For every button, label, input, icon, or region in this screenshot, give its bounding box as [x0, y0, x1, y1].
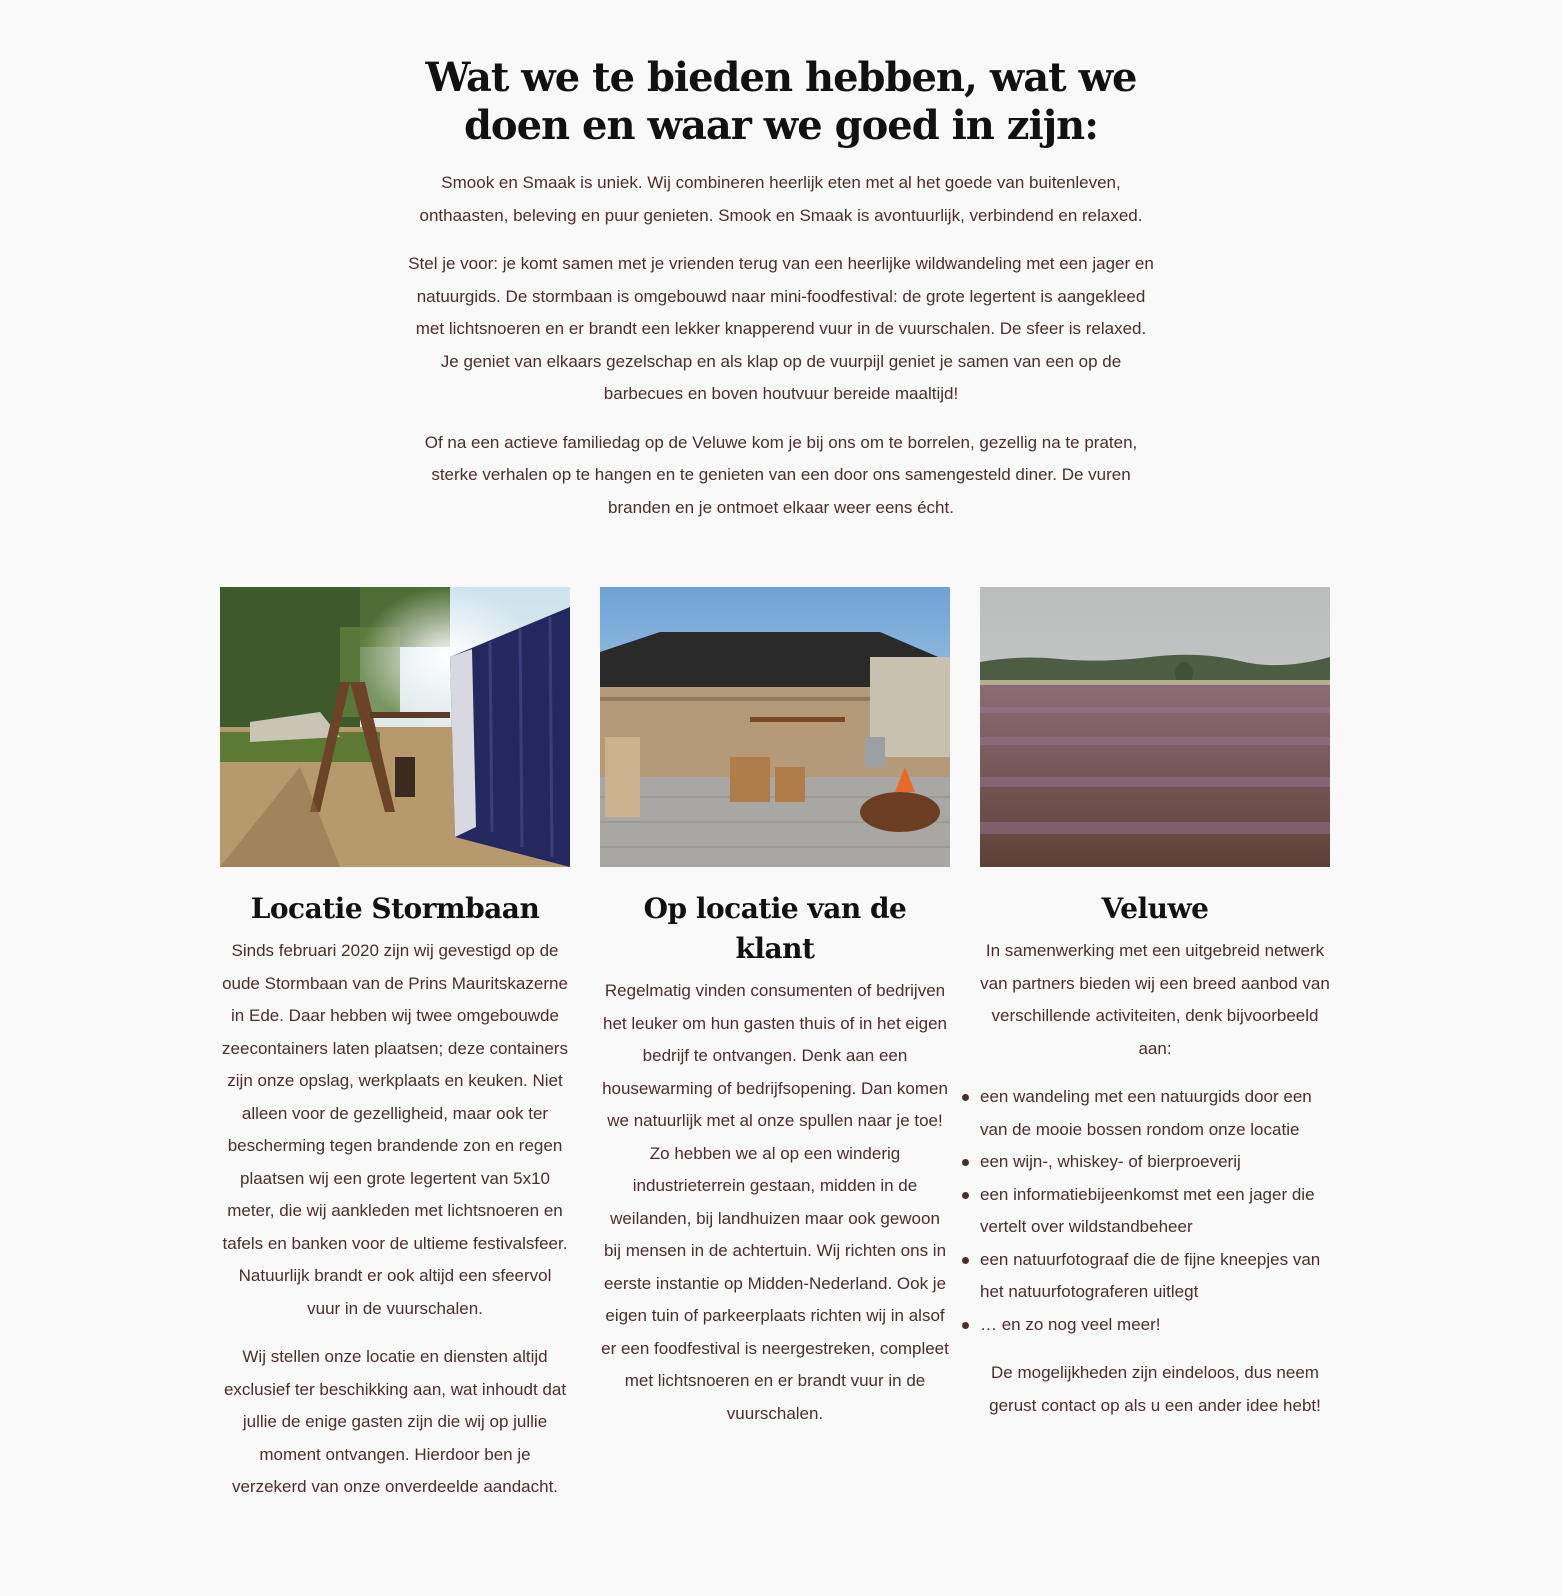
bullet-icon: [962, 1192, 969, 1199]
intro-paragraph: Smook en Smaak is uniek. Wij combineren heerlijk eten met al het goede van buitenleven, onthaasten, beleving en puur genieten. Smook en Smaak is avontuurlijk, verbindend en relaxed.: [419, 173, 1143, 225]
column-paragraph: De mogelijkheden zijn eindeloos, dus neem gerust contact op als u een ander idee hebt!: [989, 1363, 1321, 1415]
op-locatie-photo: [600, 587, 950, 867]
list-item: een wijn-, whiskey- of bierproeverij: [980, 1146, 1330, 1179]
column-paragraph: Regelmatig vinden consumenten of bedrijven het leuker om hun gasten thuis of in het eigen bedrijf te ontvangen. Denk aan een housewarming of bedrijfsopening. Dan komen we natuurlijk met al onze spullen naar je toe! Zo hebben we al op een winderig industrieterrein gestaan, midden in de weilanden, bij landhuizen maar ook gewoon bij mensen in de achtertuin. Wij richten ons in eerste instantie op Midden-Nederland. Ook je eigen tuin of parkeerplaats richten wij in alsof er een foodfestival is neergestreken, compleet met lichtsnoeren en er brandt vuur in de vuurschalen.: [601, 981, 949, 1423]
bullet-icon: [962, 1322, 969, 1329]
column-title: Locatie Stormbaan: [250, 892, 540, 925]
stormbaan-photo: [220, 587, 570, 867]
bullet-icon: [962, 1257, 969, 1264]
column-title: Veluwe: [1101, 892, 1209, 925]
column-locatie-stormbaan: [220, 587, 570, 1520]
intro-section: [406, 167, 1156, 540]
page-title: Wat we te bieden hebben, wat we doen en waar we goed in zijn:: [425, 54, 1137, 149]
intro-paragraph: Of na een actieve familiedag op de Veluwe kom je bij ons om te borrelen, gezellig na te praten, sterke verhalen op te hangen en te genieten van een door ons samengesteld diner. De vuren branden en je ontmoet elkaar weer eens écht.: [424, 432, 1138, 517]
list-item: een natuurfotograaf die de fijne kneepjes van het natuurfotograferen uitlegt: [980, 1244, 1330, 1309]
column-title: Op locatie van de klant: [643, 892, 907, 965]
activity-list: [980, 1081, 1330, 1341]
column-op-locatie: [600, 587, 950, 1446]
intro-paragraph: Stel je voor: je komt samen met je vrienden terug van een heerlijke wildwandeling met een jager en natuurgids. De stormbaan is omgebouwd naar mini-foodfestival: de grote legertent is aangekleed met lichtsnoeren en er brandt een lekker knapperend vuur in de vuurschalen. De sfeer is relaxed. Je geniet van elkaars gezelschap en als klap op de vuurpijl geniet je samen van een op de barbecues en boven houtvuur bereide maaltijd!: [408, 254, 1154, 403]
veluwe-photo: [980, 587, 1330, 867]
column-veluwe: [980, 587, 1330, 1438]
column-paragraph: Wij stellen onze locatie en diensten altijd exclusief ter beschikking aan, wat inhoudt dat jullie de enige gasten zijn die wij op jullie moment ontvangen. Hierdoor ben je verzekerd van onze onverdeelde aandacht.: [223, 1347, 567, 1496]
column-paragraph: In samenwerking met een uitgebreid netwerk van partners bieden wij een breed aanbod van verschillende activiteiten, denk bijvoorbeeld aan:: [980, 941, 1330, 1058]
column-paragraph: Sinds februari 2020 zijn wij gevestigd op de oude Stormbaan van de Prins Mauritskazerne in Ede. Daar hebben wij twee omgebouwde zeecontainers laten plaatsen; deze containers zijn onze opslag, werkplaats en keuken. Niet alleen voor de gezelligheid, maar ook ter bescherming tegen brandende zon en regen plaatsen wij een grote legertent van 5x10 meter, die wij aankleden met lichtsnoeren en tafels en banken voor de ultieme festivalsfeer. Natuurlijk brandt er ook altijd een sfeervol vuur in de vuurschalen.: [222, 941, 568, 1318]
list-item: een wandeling met een natuurgids door een van de mooie bossen rondom onze locatie: [980, 1081, 1330, 1146]
list-item: … en zo nog veel meer!: [980, 1309, 1330, 1342]
bullet-icon: [962, 1159, 969, 1166]
list-item: een informatiebijeenkomst met een jager die vertelt over wildstandbeheer: [980, 1179, 1330, 1244]
bullet-icon: [962, 1094, 969, 1101]
